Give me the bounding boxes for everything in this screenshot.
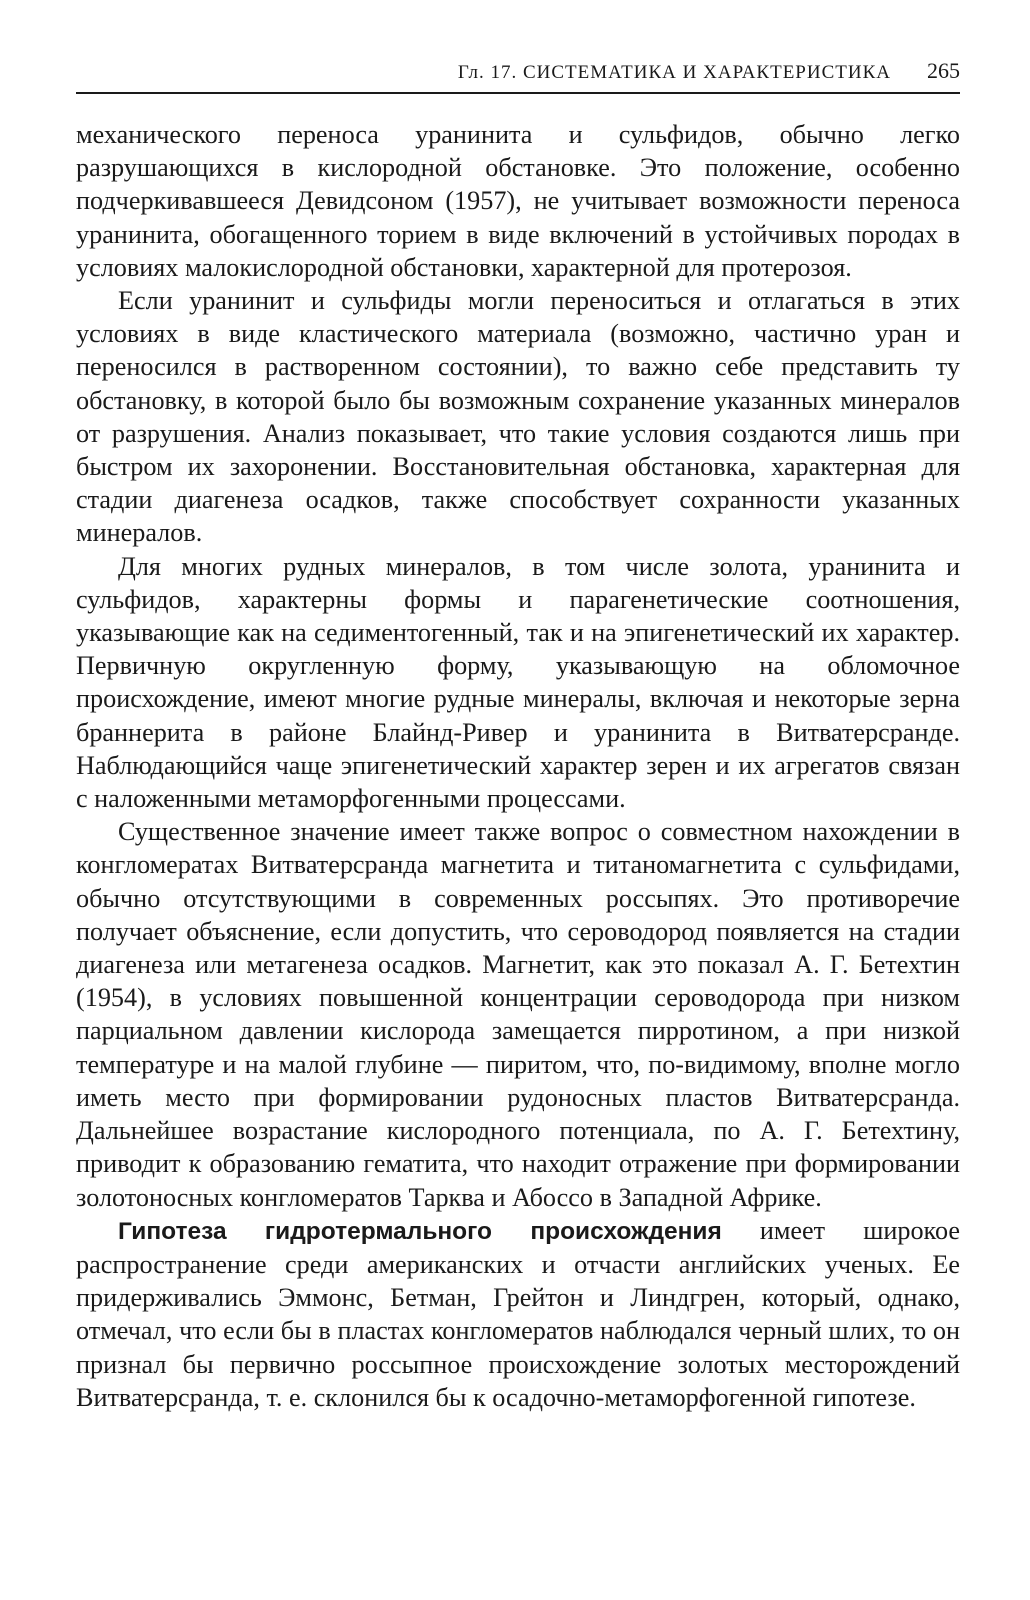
paragraph-2: Если уранинит и сульфиды могли переноситься и отлагаться в этих условиях в виде кластического материала (возможно, частично уран и переносился в растворенном состоянии), то важно себе представить ту обстановку, в которой было бы возможным сохранение указанных минералов от разрушения. Анализ показывает, что такие условия создаются лишь при быстром их захоронении. Восстановительная обстановка, характерная для стадии диагенеза осадков, также способствует сохранности указанных минералов.	[76, 286, 960, 548]
hypothesis-term: Гипотеза гидротермального происхождения	[118, 1217, 722, 1245]
page-number: 265	[927, 58, 960, 83]
paragraph-1: механического переноса уранинита и сульфидов, обычно легко разрушающихся в кислородной обстановке. Это положение, особенно подчеркивавшееся Девидсоном (1957), не учитывает возможности переноса уранинита, обогащенного торием в виде включений в устойчивых породах в условиях малокислородной обстановки, характерной для протерозоя.	[76, 120, 960, 282]
paragraph-3: Для многих рудных минералов, в том числе золота, уранинита и сульфидов, характерны формы и парагенетические соотношения, указывающие как на седиментогенный, так и на эпигенетический их характер. Первичную округленную форму, указывающую на обломочное происхождение, имеют многие рудные минералы, включая и некоторые зерна браннерита в районе Блайнд-Ривер и уранинита в Витватерсранде. Наблюдающийся чаще эпигенетический характер зерен и их агрегатов связан с наложенными метаморфогенными процессами.	[76, 551, 960, 814]
running-header	[76, 58, 960, 94]
chapter-title: Гл. 17. СИСТЕМАТИКА И ХАРАКТЕРИСТИКА	[457, 62, 891, 83]
paragraph-4: Существенное значение имеет также вопрос о совместном нахождении в конгломератах Витватерсранда магнетита и титаномагнетита с сульфидами, обычно отсутствующими в современных россыпях. Это противоречие получает объяснение, если допустить, что сероводород появляется на стадии диагенеза или метагенеза осадков. Магнетит, как это показал А. Г. Бетехтин (1954), в условиях повышенной концентрации сероводорода при низком парциальном давлении кислорода замещается пирротином, а при низкой температуре и на малой глубине — пиритом, что, по-видимому, вполне могло иметь место при формировании рудоносных пластов Витватерсранда. Дальнейшее возрастание кислородного потенциала, по А. Г. Бетехтину, приводит к образованию гематита, что находит отражение при формировании золотоносных конгломератов Тарква и Абоссо в Западной Африке.	[76, 817, 960, 1212]
paragraph-5-text: имеет широкое распространение среди американских и отчасти английских ученых. Ее придерживались Эммонс, Бетман, Грейтон и Линдгрен, который, однако, отмечал, что если бы в пластах конгломератов наблюдался черный шлих, то он признал бы первично россыпное происхождение золотых месторождений Витватерсранда, т. е. склонился бы к осадочно-метаморфогенной гипотезе.	[76, 1215, 960, 1412]
page	[76, 58, 960, 1414]
body-text	[76, 118, 960, 1414]
paragraph-5	[76, 1214, 960, 1414]
